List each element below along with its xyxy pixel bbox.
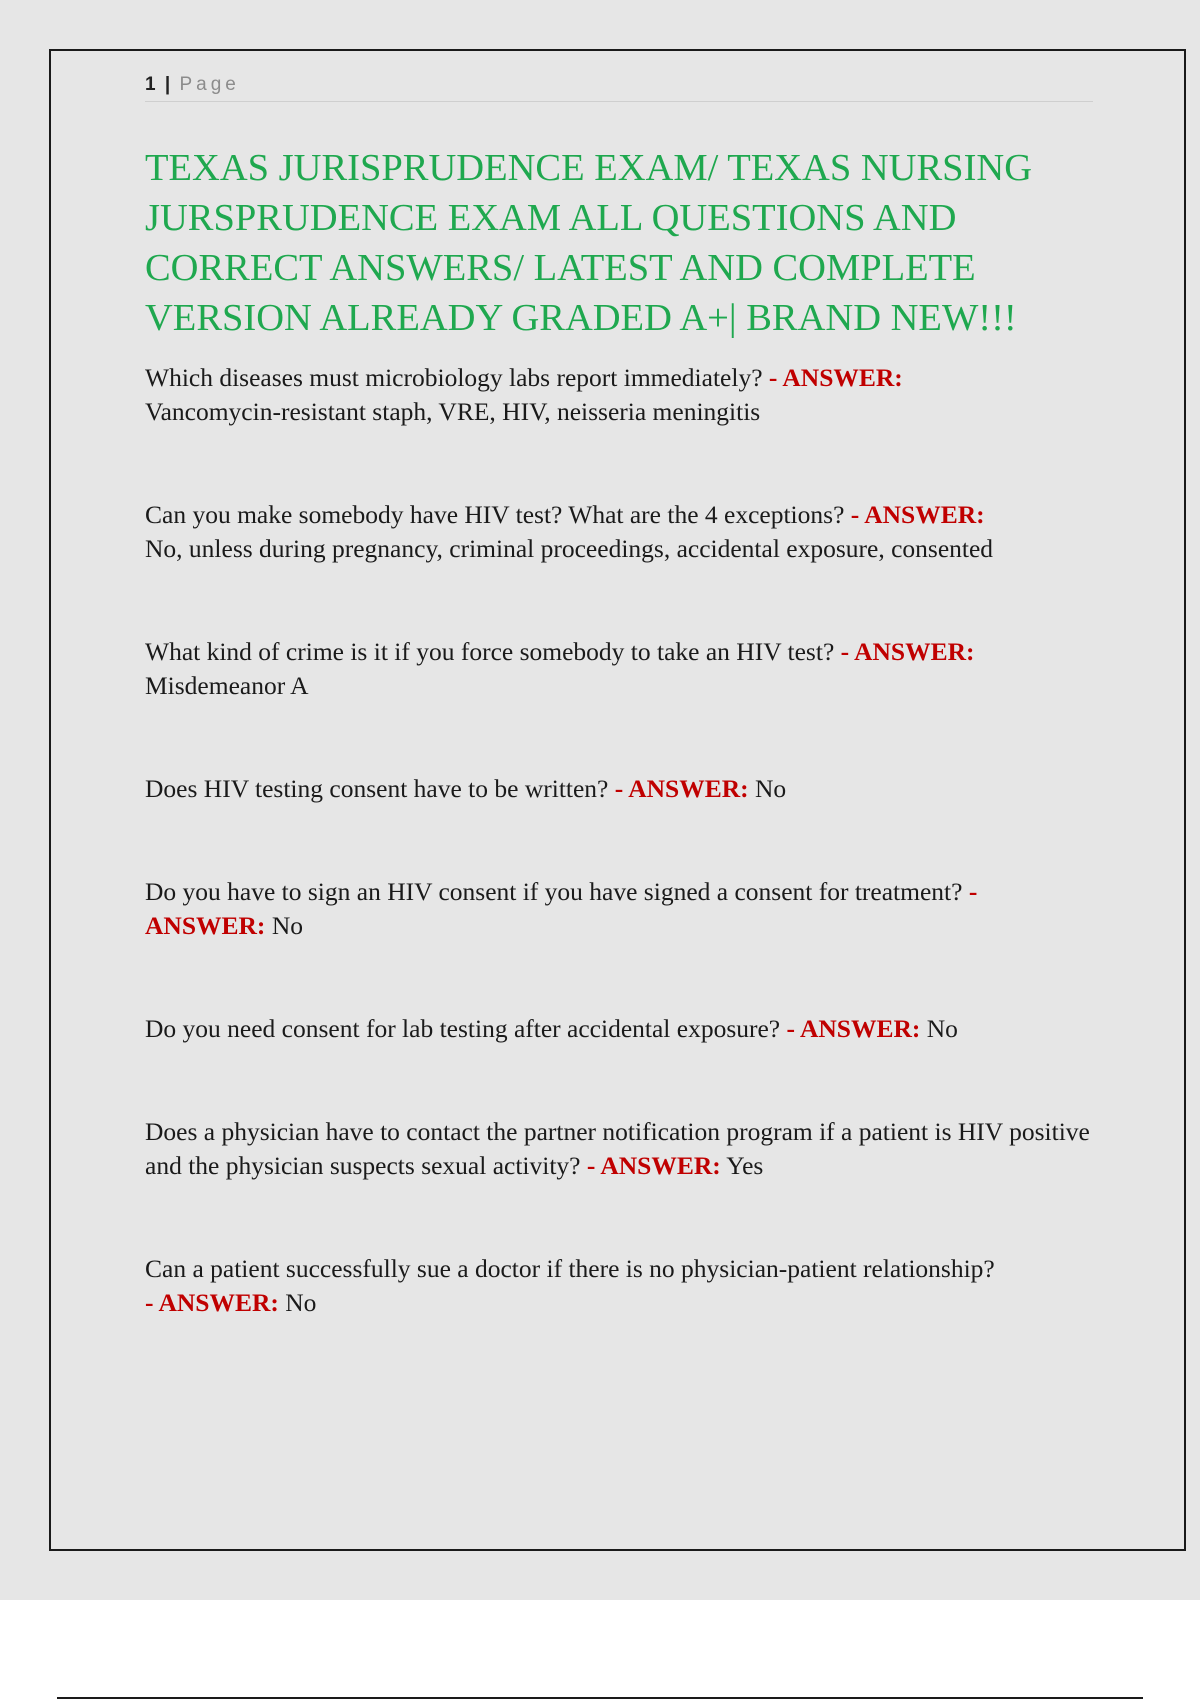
page-header-separator: | [164, 74, 171, 95]
answer-text: Misdemeanor A [145, 671, 309, 700]
question-text: Which diseases must microbiology labs report immediately? [145, 363, 763, 392]
answer-marker: - ANSWER: [786, 1014, 921, 1043]
answer-marker: - ANSWER: [586, 1151, 721, 1180]
answer-marker: - ANSWER: [768, 363, 903, 392]
answer-marker: - ANSWER: [850, 500, 985, 529]
answer-text: No [755, 774, 787, 803]
page-number: 1 [145, 74, 156, 95]
answer-marker-word: ANSWER: [145, 911, 266, 940]
question-text: Does a physician have to contact the partner notification program if a patient is HIV positive and the physician suspects sexual activity? [145, 1117, 1090, 1180]
question-text: Can a patient successfully sue a doctor if there is no physician-patient relationship? [145, 1254, 995, 1283]
question-text: Do you need consent for lab testing after accidental exposure? [145, 1014, 781, 1043]
answer-text: No [285, 1288, 317, 1317]
page-label: Page [179, 74, 240, 95]
question-text: What kind of crime is it if you force somebody to take an HIV test? [145, 637, 835, 666]
question-text: Can you make somebody have HIV test? What are the 4 exceptions? [145, 500, 845, 529]
answer-marker: - ANSWER: [145, 1288, 279, 1317]
answer-text: No [926, 1014, 958, 1043]
qa-list [145, 361, 1095, 1346]
answer-marker: - ANSWER: [614, 774, 749, 803]
question-text: Do you have to sign an HIV consent if you have signed a consent for treatment? [145, 877, 963, 906]
answer-text: No, unless during pregnancy, criminal proceedings, accidental exposure, consented [145, 534, 994, 563]
page-header [145, 74, 1093, 102]
answer-text: Yes [726, 1151, 764, 1180]
qa-item [145, 635, 1095, 703]
answer-text: No [271, 911, 303, 940]
answer-marker-dash: - [968, 877, 978, 906]
document-title: TEXAS JURISPRUDENCE EXAM/ TEXAS NURSING JURSPRUDENCE EXAM ALL QUESTIONS AND CORRECT ANSWERS/ LATEST AND COMPLETE VERSION ALREADY GRADED A+| BRAND NEW!!! [145, 147, 1033, 339]
answer-marker: - ANSWER: [840, 637, 975, 666]
qa-item [145, 498, 1095, 566]
answer-text: Vancomycin-resistant staph, VRE, HIV, neisseria meningitis [145, 397, 761, 426]
qa-item [145, 361, 1095, 429]
qa-item [145, 875, 1095, 943]
qa-item [145, 772, 1095, 806]
qa-item [145, 1252, 1095, 1320]
bottom-divider [57, 1697, 1143, 1699]
question-text: Does HIV testing consent have to be written? [145, 774, 609, 803]
qa-item [145, 1115, 1095, 1183]
qa-item [145, 1012, 1095, 1046]
